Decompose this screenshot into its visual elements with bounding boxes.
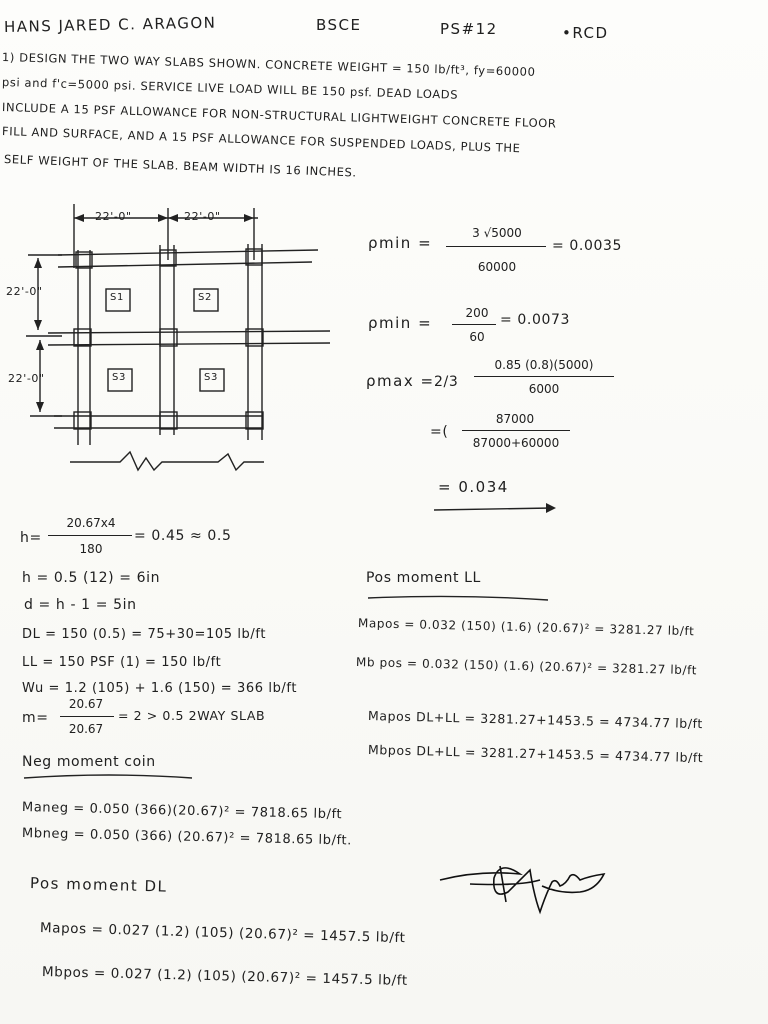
panel-label-2: S2 xyxy=(198,292,212,303)
signature xyxy=(440,866,604,912)
rho-max-eq-sign: =( xyxy=(430,424,449,440)
m-bar xyxy=(60,716,114,717)
h-bar xyxy=(48,535,132,536)
m-denominator: 20.67 xyxy=(68,722,104,736)
panel-label-3: S3 xyxy=(112,372,126,383)
rho-min-1-lhs: ρmin = xyxy=(368,234,433,252)
pos-moment-ll-title: Pos moment LL xyxy=(366,570,481,586)
m-result: = 2 > 0.5 2WAY SLAB xyxy=(118,708,266,723)
dim-left-1: 22'-0" xyxy=(6,285,43,298)
pos-moment-dl-ma: Mapos = 0.027 (1.2) (105) (20.67)² = 1457.5 lb/ft xyxy=(39,920,406,947)
pos-moment-ll-mb: Mb pos = 0.032 (150) (1.6) (20.67)² = 3281.27 lb/ft xyxy=(355,655,698,678)
rho-min-2-denominator: 60 xyxy=(469,330,485,344)
pos-moment-dl-mb: Mbpos = 0.027 (1.2) (105) (20.67)² = 1457.5 lb/ft xyxy=(41,964,408,989)
rho-min-2-result: = 0.0073 xyxy=(500,312,570,328)
problem-line-3: INCLUDE A 15 PSF ALLOWANCE FOR NON-STRUCTURAL LIGHTWEIGHT CONCRETE FLOOR xyxy=(1,100,557,131)
problem-line-5: SELF WEIGHT OF THE SLAB. BEAM WIDTH IS 16 INCHES. xyxy=(3,152,357,180)
h-lhs: h= xyxy=(20,530,42,546)
factored-load: Wu = 1.2 (105) + 1.6 (150) = 366 lb/ft xyxy=(22,681,298,696)
rho-max-lhs: ρmax = xyxy=(366,372,435,390)
pos-moment-ll-ma: Mapos = 0.032 (150) (1.6) (20.67)² = 3281.27 lb/ft xyxy=(357,616,695,639)
problem-line-4: FILL AND SURFACE, AND A 15 PSF ALLOWANCE FOR SUSPENDED LOADS, PLUS THE xyxy=(1,124,521,156)
h-denominator: 180 xyxy=(79,542,103,556)
problem-line-2: psi and f'c=5000 psi. SERVICE LIVE LOAD WILL BE 150 psf. DEAD LOADS xyxy=(1,75,459,102)
rho-min-1-denominator: 60000 xyxy=(477,260,517,274)
problem-line-1: 1) DESIGN THE TWO WAY SLABS SHOWN. CONCRETE WEIGHT = 150 lb/ft³, fy=60000 xyxy=(1,50,536,79)
dead-load: DL = 150 (0.5) = 75+30=105 lb/ft xyxy=(22,627,267,642)
problem-set-number: PS#12 xyxy=(440,20,498,38)
rho-min-1-result: = 0.0035 xyxy=(552,238,622,254)
rho-min-1-bar xyxy=(446,246,546,247)
m-lhs: m= xyxy=(22,710,49,726)
rho-max-result: = 0.034 xyxy=(438,478,509,496)
rho-max-coefficient: 2/3 xyxy=(434,374,459,390)
rho-max-l2-bar xyxy=(462,430,570,431)
student-name: HANS JARED C. ARAGON xyxy=(3,13,217,36)
pos-moment-dl-title: Pos moment DL xyxy=(29,874,168,896)
effective-depth: d = h - 1 = 5in xyxy=(24,597,137,613)
rho-min-2-numerator: 200 xyxy=(465,306,489,320)
live-load: LL = 150 PSF (1) = 150 lb/ft xyxy=(22,655,222,670)
rho-min-2-lhs: ρmin = xyxy=(368,314,433,332)
h-numerator: 20.67x4 xyxy=(66,516,116,530)
panel-label-1: S1 xyxy=(110,292,124,303)
rho-min-1-numerator: 3 √5000 xyxy=(472,226,522,240)
m-numerator: 20.67 xyxy=(68,697,104,711)
dim-left-2: 22'-0" xyxy=(8,372,45,385)
h-result: = 0.45 ≈ 0.5 xyxy=(134,528,232,544)
h-inches: h = 0.5 (12) = 6in xyxy=(22,570,161,586)
rho-min-2-bar xyxy=(452,324,496,325)
course: BSCE xyxy=(316,16,362,34)
dim-top-2: 22'-0" xyxy=(184,210,221,223)
pos-moment-total-mb: Mbpos DL+LL = 3281.27+1453.5 = 4734.77 lb/ft xyxy=(367,742,704,766)
rho-max-bar xyxy=(474,376,614,377)
rho-max-l2-denominator: 87000+60000 xyxy=(472,436,560,450)
rho-max-l2-numerator: 87000 xyxy=(495,412,535,426)
pos-moment-total-ma: Mapos DL+LL = 3281.27+1453.5 = 4734.77 lb/ft xyxy=(367,708,704,732)
neg-moment-mb: Mbneg = 0.050 (366) (20.67)² = 7818.65 lb/ft. xyxy=(21,826,353,849)
neg-moment-ma: Maneg = 0.050 (366)(20.67)² = 7818.65 lb/ft xyxy=(21,800,343,823)
rho-max-numerator: 0.85 (0.8)(5000) xyxy=(494,358,594,372)
dim-top-1: 22'-0" xyxy=(95,210,132,223)
rho-max-denominator: 6000 xyxy=(528,382,560,396)
neg-moment-title: Neg moment coin xyxy=(22,754,156,770)
panel-label-4: S3 xyxy=(204,372,218,383)
subject: •RCD xyxy=(562,24,609,42)
